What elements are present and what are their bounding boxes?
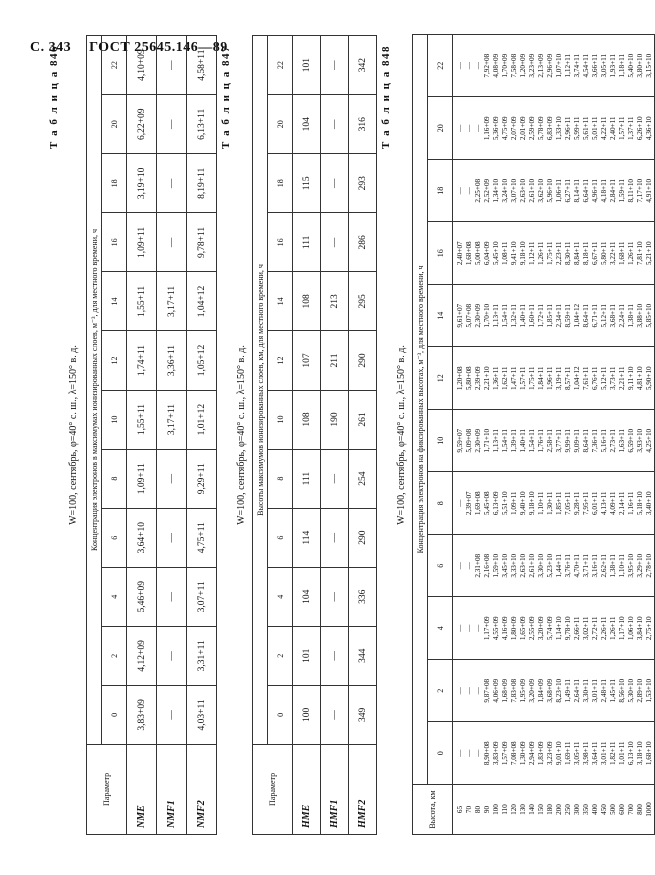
table-cell: 4,03+11	[187, 685, 217, 744]
table-cell: —	[157, 213, 187, 272]
table-row	[293, 36, 321, 835]
hour-column: — 2,39+07 1,69+08 5,45+08 6,13+09 5,51+10 1,09+11 9,40+10 9,18+10 1,10+11 1,30+11 1,85+11 7,05+11 9,28+11 7,95+11 6,01+11 4,13+11 4,09+11 2,14+11 1,16+11 5,18+10 3,40+10	[453, 472, 655, 535]
table-row	[453, 34, 655, 834]
table-cell: 290	[349, 508, 377, 567]
hour-header: 18	[428, 160, 453, 223]
hour-header: 10	[428, 410, 453, 473]
table-cell: 293	[349, 154, 377, 213]
table-cell: 3,17+11	[157, 272, 187, 331]
table-cell: 3,19+10	[127, 154, 157, 213]
table-cell: —	[157, 567, 187, 626]
param-header: Параметр	[253, 744, 293, 834]
table-848-subtitle: Концентрация электронов на фиксированных высотах, м⁻³, для местного времени, ч	[413, 34, 428, 784]
hour-header: 22	[102, 36, 127, 95]
table-cell: 9,78+11	[187, 213, 217, 272]
hour-header: 20	[428, 97, 453, 160]
table-cell: —	[321, 626, 349, 685]
table-cell: 100	[293, 685, 321, 744]
table-848	[412, 34, 655, 835]
hour-header: 8	[102, 449, 127, 508]
hour-header: 16	[268, 213, 293, 272]
hour-header: 20	[102, 95, 127, 154]
standard-code: ГОСТ 25645.146—89	[89, 40, 228, 55]
table-cell: —	[321, 685, 349, 744]
table-cell: 3,07+11	[187, 567, 217, 626]
hour-column: — — — 8,90+08 3,83+09 1,57+09 7,08+08 1,30+09 2,94+09 1,83+09 3,23+09 9,01+10 1,69+11 3,05+11 3,98+11 3,64+11 3,01+11 1,82+11 1,01+11 6,13+10 3,18+10 1,68+10	[453, 722, 655, 785]
table-cell: 4,75+11	[187, 508, 217, 567]
hour-column: — — 2,31+08 2,16+08 1,59+10 3,45+10 3,33+10 2,63+10 2,61+10 3,30+10 5,23+10 1,44+11 3,76+11 4,70+11 3,71+11 3,16+11 2,62+11 1,38+11 1,10+11 3,95+10 3,29+10 2,78+10	[453, 535, 655, 598]
table-cell: 190	[321, 390, 349, 449]
hour-header: 14	[268, 272, 293, 331]
table-cell: —	[157, 449, 187, 508]
row-label: HME	[293, 744, 321, 834]
table-cell: 5,46+09	[127, 567, 157, 626]
table-cell: —	[321, 95, 349, 154]
table-cell: —	[321, 567, 349, 626]
hour-column: — — — 1,16+09 5,36+09 4,75+09 2,07+09 2,01+09 2,59+09 5,78+09 6,83+09 1,33+10 2,96+11 5,99+11 5,61+11 5,01+11 4,22+11 2,40+11 1,57+11 1,37+11 6,26+10 4,36+10	[453, 97, 655, 160]
rotated-content	[40, 35, 653, 835]
table-cell: 115	[293, 154, 321, 213]
hour-column: 9,61+07 5,07+08 2,30+09 1,70+10 1,13+11 1,54+11 1,32+11 1,40+11 1,60+11 1,72+11 1,85+11 2,34+11 8,59+11 1,04+12 8,64+11 6,71+11 5,12+11 3,68+11 2,24+11 1,38+11 3,88+10 5,85+10	[453, 285, 655, 348]
table-cell: 344	[349, 626, 377, 685]
table-848-name: Т а б л и ц а 848	[380, 45, 392, 149]
table-cell: 1,55+11	[127, 390, 157, 449]
table-cell: —	[321, 154, 349, 213]
table-847-caption: W=100, сентябрь, φ=40° с. ш., λ=150° в. д.	[236, 345, 247, 525]
hour-header: 4	[102, 567, 127, 626]
hour-header: 18	[268, 154, 293, 213]
hour-header: 0	[102, 685, 127, 744]
table-cell: —	[157, 154, 187, 213]
hour-column: — — — 9,87+08 4,06+09 1,68+09 7,83+08 1,95+09 3,20+09 1,84+09 3,68+09 8,23+10 1,49+11 2,64+11 3,30+11 3,01+11 2,48+11 1,45+11 8,56+10 5,30+10 2,89+10 1,53+10	[453, 660, 655, 723]
hour-column: — — — 7,92+08 4,08+09 1,70+09 7,58+08 1,20+09 3,23+09 2,13+09 2,96+09 1,07+10 1,12+11 3,74+11 4,54+11 3,66+11 3,05+11 1,93+11 1,18+11 5,40+10 3,80+10 3,15+10	[453, 34, 655, 97]
hour-header: 22	[268, 36, 293, 95]
table-row	[157, 36, 187, 835]
table-cell: —	[157, 685, 187, 744]
hour-header: 0	[428, 722, 453, 785]
height-column: 65 70 80 90 100 110 120 130 140 150 180 200 250 300 350 400 450 500 600 700 800 1000	[453, 785, 655, 835]
table-cell: 3,83+09	[127, 685, 157, 744]
table-cell: 1,01+12	[187, 390, 217, 449]
table-cell: —	[157, 95, 187, 154]
hour-header: 12	[428, 347, 453, 410]
row-label: HMF1	[321, 744, 349, 834]
table-cell: 254	[349, 449, 377, 508]
table-847-subtitle: Высоты максимумов ионизированных слоев, км, для местного времени, ч	[253, 36, 268, 745]
table-row	[127, 36, 157, 835]
table-846-subtitle: Концентрация электронов в максимумах ионизированных слоев, м⁻³, для местного времени, ч	[87, 36, 102, 745]
table-cell: —	[157, 508, 187, 567]
table-cell: 336	[349, 567, 377, 626]
table-cell: 114	[293, 508, 321, 567]
table-row	[321, 36, 349, 835]
hour-header: 4	[428, 597, 453, 660]
table-cell: 108	[293, 390, 321, 449]
hour-header: 12	[102, 331, 127, 390]
table-cell: 286	[349, 213, 377, 272]
table-846	[86, 35, 217, 835]
hour-column: 9,59+07 5,09+08 2,30+09 1,71+10 1,13+11 1,54+11 1,39+11 1,40+11 1,54+11 1,76+11 2,58+11 3,77+11 9,99+11 9,09+11 8,64+11 7,36+11 5,16+11 2,73+11 1,63+11 6,59+10 3,93+10 4,25+10	[453, 410, 655, 473]
table-cell: 213	[321, 272, 349, 331]
hour-header: 8	[268, 449, 293, 508]
hour-header: 6	[102, 508, 127, 567]
hour-header: 2	[268, 626, 293, 685]
table-cell: 211	[321, 331, 349, 390]
table-cell: —	[157, 626, 187, 685]
table-847-name: Т а б л и ц а 847	[220, 45, 232, 149]
hour-header: 14	[102, 272, 127, 331]
table-cell: 3,31+11	[187, 626, 217, 685]
hour-header: 8	[428, 472, 453, 535]
table-cell: 4,12+09	[127, 626, 157, 685]
row-label: NMF2	[187, 744, 217, 834]
hour-header: 14	[428, 285, 453, 348]
table-cell: 3,17+11	[157, 390, 187, 449]
table-cell: 342	[349, 36, 377, 95]
table-cell: 1,09+11	[127, 449, 157, 508]
table-848-caption: W=100, сентябрь, φ=40° с. ш., λ=150° в. д.	[396, 345, 407, 525]
table-cell: 3,64+10	[127, 508, 157, 567]
table-cell: 9,29+11	[187, 449, 217, 508]
table-cell: 111	[293, 449, 321, 508]
hour-header: 2	[102, 626, 127, 685]
table-cell: 108	[293, 272, 321, 331]
table-cell: 8,19+11	[187, 154, 217, 213]
table-cell: 349	[349, 685, 377, 744]
table-cell: 4,10+09	[127, 36, 157, 95]
hour-header: 6	[428, 535, 453, 598]
hour-header: 20	[268, 95, 293, 154]
hour-column: 1,20+08 5,80+08 2,39+09 2,21+10 1,36+11 1,62+11 1,47+11 1,57+11 1,75+11 1,84+11 1,96+11 3,19+11 8,57+11 1,04+12 7,61+11 6,76+11 5,12+11 3,73+11 2,21+11 9,11+10 4,81+10 5,90+10	[453, 347, 655, 410]
table-cell: 6,13+11	[187, 95, 217, 154]
table-cell: 6,22+09	[127, 95, 157, 154]
table-cell: 1,04+12	[187, 272, 217, 331]
table-cell: —	[321, 36, 349, 95]
hour-header: 0	[268, 685, 293, 744]
table-cell: 316	[349, 95, 377, 154]
hour-header: 2	[428, 660, 453, 723]
hour-header: 12	[268, 331, 293, 390]
page-number: С. 343	[30, 40, 72, 55]
hour-column: 2,40+07 1,68+08 5,00+08 6,04+09 5,45+10 1,08+11 9,41+10 9,18+10 1,12+11 1,26+11 1,75+11 2,23+11 8,30+11 8,84+11 8,18+11 6,67+11 5,80+11 3,22+11 1,68+11 1,26+11 7,81+10 5,21+10	[453, 222, 655, 285]
hour-column: — — 2,25+08 2,52+09 1,34+10 3,24+10 3,07+10 2,63+10 2,61+10 3,62+10 5,96+10 1,06+11 6,27+11 8,14+11 6,64+11 4,96+11 4,18+11 2,84+11 1,59+11 8,11+10 7,17+10 4,91+10	[453, 160, 655, 223]
table-cell: —	[321, 213, 349, 272]
hour-header: 6	[268, 508, 293, 567]
table-cell: 1,09+11	[127, 213, 157, 272]
table-cell: —	[157, 36, 187, 95]
table-cell: 111	[293, 213, 321, 272]
table-cell: —	[321, 508, 349, 567]
param-header: Параметр	[87, 744, 127, 834]
table-cell: 261	[349, 390, 377, 449]
table-cell: 1,55+11	[127, 272, 157, 331]
row-label: NME	[127, 744, 157, 834]
table-cell: 104	[293, 567, 321, 626]
hour-header: 18	[102, 154, 127, 213]
hour-header: 22	[428, 34, 453, 97]
row-label: NMF1	[157, 744, 187, 834]
table-cell: 3,36+11	[157, 331, 187, 390]
table-cell: 4,58+11	[187, 36, 217, 95]
hour-header: 16	[428, 222, 453, 285]
table-847	[252, 35, 377, 835]
table-846-caption: W=100, сентябрь, φ=40° с. ш., λ=150° в. д.	[68, 345, 79, 525]
hour-header: 10	[102, 390, 127, 449]
table-cell: 101	[293, 626, 321, 685]
table-cell: 1,05+12	[187, 331, 217, 390]
height-header: Высота, км	[413, 785, 453, 835]
hour-header: 10	[268, 390, 293, 449]
table-cell: 104	[293, 95, 321, 154]
hour-column: — — — 1,17+09 4,55+09 4,16+09 1,80+09 1,65+09 2,55+09 3,20+09 5,74+09 1,14+10 9,78+10 2,66+11 3,02+11 2,72+11 2,26+11 1,26+11 1,17+10 1,06+10 3,84+10 2,75+10	[453, 597, 655, 660]
table-cell: 107	[293, 331, 321, 390]
table-cell: 295	[349, 272, 377, 331]
table-row	[187, 36, 217, 835]
table-846-name: Т а б л и ц а 846	[48, 45, 60, 149]
hour-header: 4	[268, 567, 293, 626]
table-row	[349, 36, 377, 835]
table-cell: 1,74+11	[127, 331, 157, 390]
row-label: HMF2	[349, 744, 377, 834]
table-cell: —	[321, 449, 349, 508]
hour-header: 16	[102, 213, 127, 272]
table-cell: 101	[293, 36, 321, 95]
table-cell: 290	[349, 331, 377, 390]
